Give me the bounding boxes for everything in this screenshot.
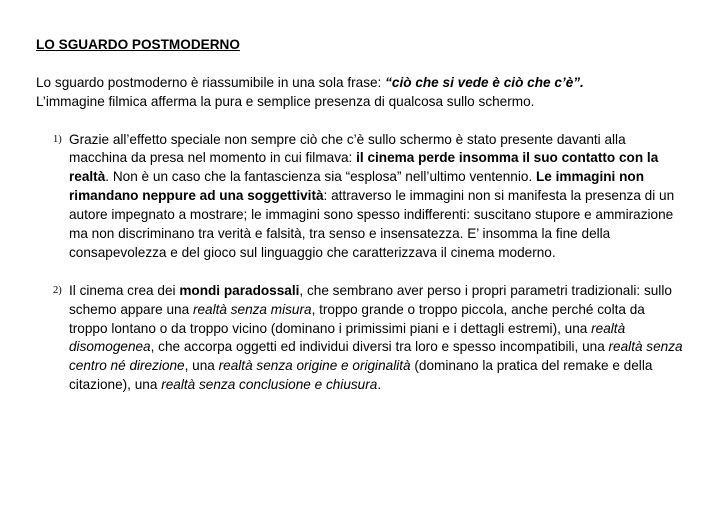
item-text: , che accorpa oggetti ed individui diversi tra loro e spesso incompatibili, una: [150, 339, 609, 355]
item-text: (dominano la pratica del remake e della citazione), una: [69, 358, 653, 393]
list-item: [36, 131, 686, 263]
points-list: [36, 131, 686, 396]
list-marker: 1): [53, 133, 62, 145]
item-text: , troppo grande o troppo piccola, anche perché colta da troppo lontano o da troppo vicino (dominano i primissimi piani e i dettagli estremi), una: [69, 301, 645, 336]
intro-text: Lo sguardo postmoderno è riassumibile in una sola frase:: [36, 74, 386, 90]
intro-text-line2: L’immagine filmica afferma la pura e semplice presenza di qualcosa sullo schermo.: [36, 93, 535, 109]
item-italic-text: realtà senza misura: [192, 301, 312, 317]
intro-quote: “ciò che si vede è ciò che c’è”.: [385, 74, 584, 90]
item-text: .: [377, 377, 382, 393]
item-italic-text: realtà senza centro né direzione: [69, 339, 683, 374]
item-italic-text: realtà senza conclusione e chiusura: [161, 377, 378, 393]
item-text: . Non è un caso che la fantascienza sia “esplosa” nell’ultimo ventennio.: [105, 169, 536, 185]
item-text: , che sembrano aver perso i propri parametri tradizionali: sullo schemo appare una: [69, 282, 672, 317]
intro-paragraph: [36, 74, 686, 112]
item-text: : attraverso le immagini non si manifesta la presenza di un autore impegnato a mostrare; le immagini sono spesso indifferenti: suscitano stupore e ammirazione ma non discriminano tra verità e falsità, tra senso e insensatezza. E’ insomma la fine della consapevolezza e del gioco sul linguaggio che caratterizzava il cinema moderno.: [69, 188, 675, 260]
document-page: [36, 36, 686, 414]
list-item: [36, 282, 686, 395]
item-bold-text: il cinema perde insomma il suo contatto con la realtà: [69, 150, 659, 185]
item-text: , una: [184, 358, 219, 374]
item-bold-text: mondi paradossali: [179, 282, 300, 298]
item-text: Il cinema crea dei: [69, 282, 180, 298]
item-bold-text: Le immagini non rimandano neppure ad una soggettività: [69, 169, 644, 204]
item-text: Grazie all’effetto speciale non sempre ciò che c’è sullo schermo è stato presente davanti alla macchina da presa nel momento in cui filmava:: [69, 131, 626, 166]
item-italic-text: realtà disomogenea: [69, 320, 626, 355]
list-marker: 2): [53, 284, 62, 296]
item-italic-text: realtà senza origine e originalità: [218, 358, 411, 374]
document-title: LO SGUARDO POSTMODERNO: [36, 37, 240, 52]
